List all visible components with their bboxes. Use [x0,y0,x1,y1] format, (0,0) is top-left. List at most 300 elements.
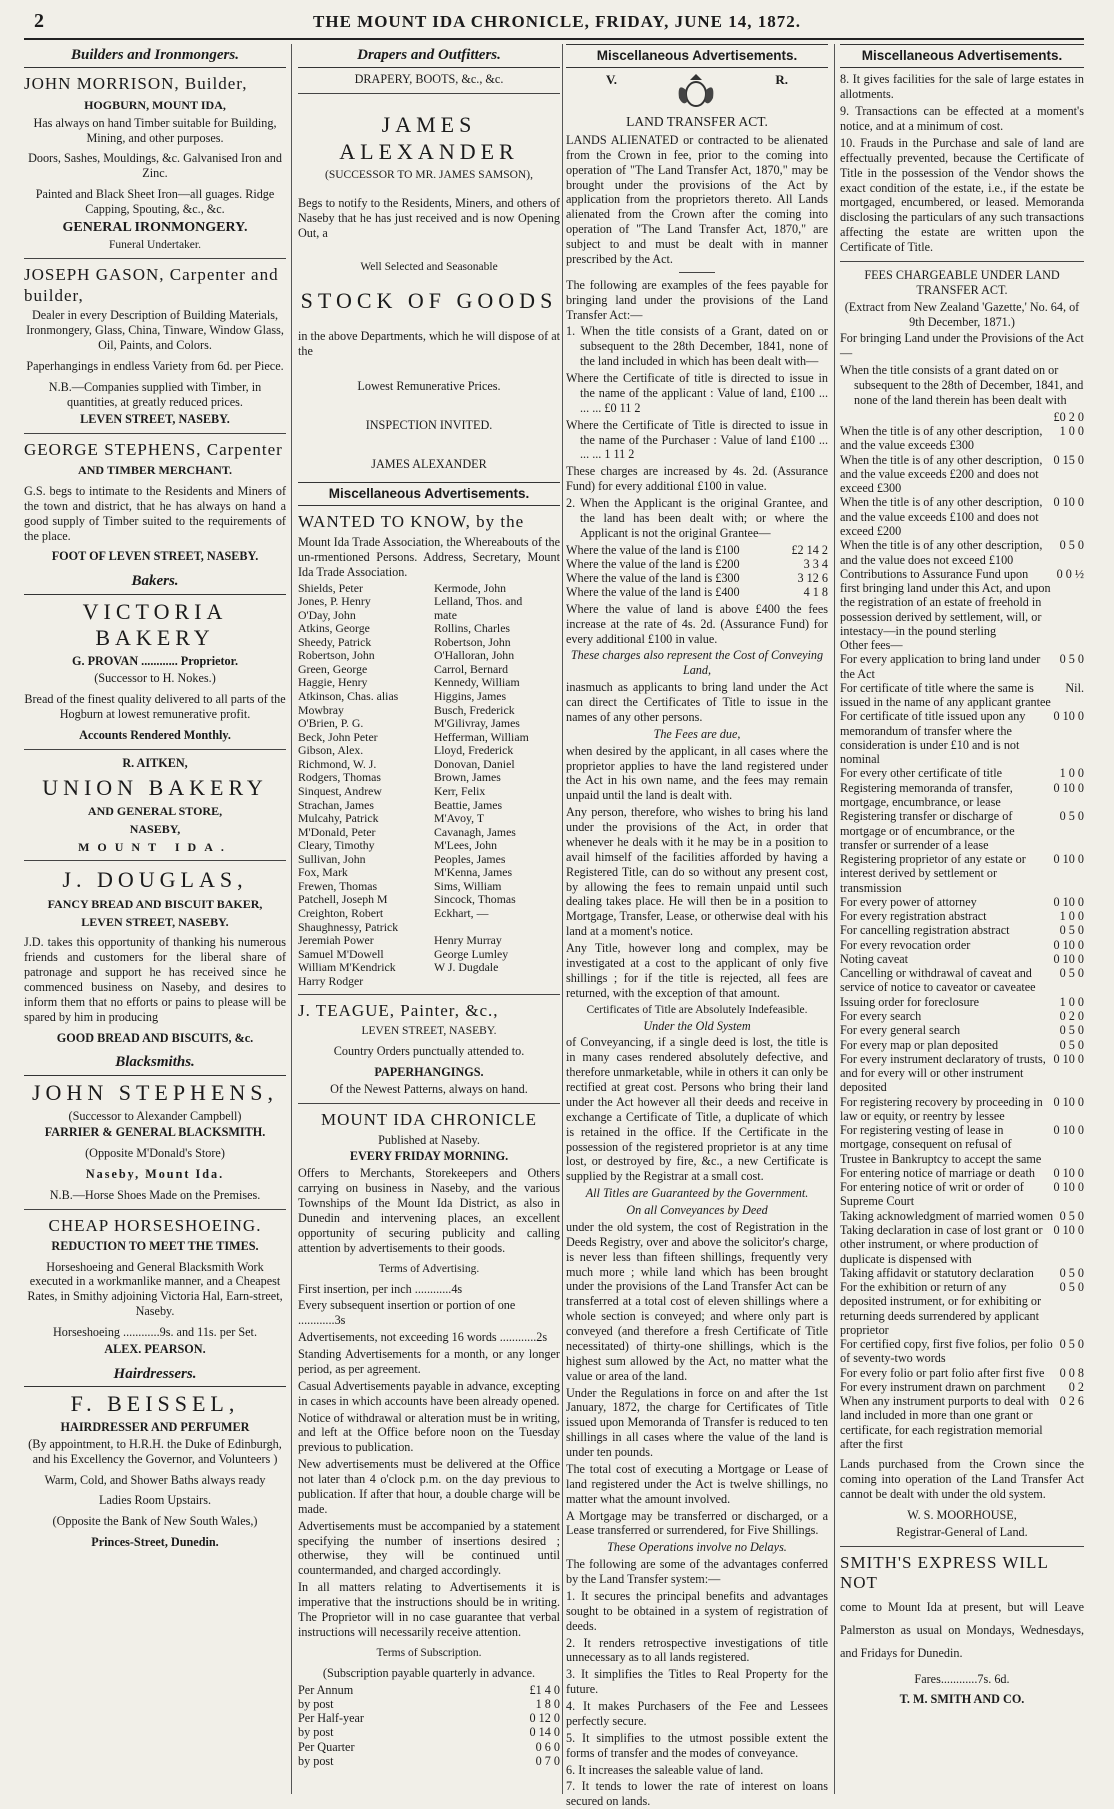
fee-amount: £2 14 2 [791,542,828,557]
fee-description: Registering proprietor of any estate or interest derived by settlement or transmission [840,852,1026,895]
person-name: Atkins, George [298,621,370,636]
fee-description: Registering transfer or discharge of mortgage or of encumbrance, or the transfer or surrender of a lease [840,809,1015,852]
advert-title: F. BEISSEL, [70,1391,240,1417]
fee-description: When the title is of any other description, and the value exceeds £200 and does not exceed £300 [840,452,1043,496]
advert-text: GENERAL IRONMONGERY. [62,219,248,235]
fee-row [840,909,1084,923]
fee-description: For every search [840,1009,922,1023]
header-rule [24,38,1084,40]
person-name: M'Kenna, James [434,865,513,880]
list-item: 2. It renders retrospective investigations of title unnecessary as to all lands registered. [566,1635,828,1665]
fee-amount: 0 2 0 [1059,1009,1084,1023]
crest-icon [673,72,719,112]
advert-text: Ladies Room Upstairs. [98,1493,212,1508]
advert-text: Of the Newest Patterns, always on hand. [330,1081,528,1096]
person-name: O'Brien, P. G. [298,716,364,731]
advert-title: J. DOUGLAS, [62,867,248,893]
newspaper-title: THE MOUNT IDA CHRONICLE, FRIDAY, JUNE 14, 1872. [313,12,801,31]
person-name: Patchell, Joseph M [298,892,388,907]
fee-amount: 0 5 0 [1059,809,1084,824]
person-name: Sincock, Thomas [434,892,516,907]
person-name: George Lumley [434,946,509,961]
advert-text: in the above Departments, which he will dispose of at the [298,329,560,359]
person-name: Kerr, Felix [434,783,486,798]
fee-row [840,638,1084,652]
fee-description: For certificate of title where the same is issued in the name of any applicant grantee [840,680,1051,710]
fee-description: Cancelling or withdrawal of caveat and service of notice to caveator or caveatee [840,966,1036,995]
fee-amount: 0 2 [1068,1379,1084,1394]
fee-row [566,557,828,571]
advert-text: Bread of the finest quality delivered to all parts of the Hogburn at lowest remunerative profit. [24,692,286,721]
column-3 [566,44,828,1809]
divider [679,272,715,273]
notice-title: LAND TRANSFER ACT. [626,114,768,130]
fee-description [840,410,1054,424]
advantages-list [840,72,1084,255]
fee-row [840,495,1084,538]
crest-letter: V. [606,72,617,88]
fee-amount: 1 0 0 [1059,994,1084,1009]
advert-text: Notice of withdrawal or alteration must be in writing, and left at the Office before noon on the Tuesday previous to publication. [298,1410,560,1455]
fee-amount: 0 10 0 [1053,1165,1084,1180]
person-name: Donovan, Daniel [434,756,515,771]
advert-text: INSPECTION INVITED. [365,417,493,432]
advert-text: Painted and Black Sheet Iron—all guages. Ridge Capping, Spouting, &c., &c. [35,187,275,217]
person-name: Peoples, James [434,851,506,866]
advert-subtitle: AND GENERAL STORE, [87,804,223,819]
masthead [0,8,1114,36]
fee-amount: 0 12 0 [529,1711,560,1726]
person-name: Carrol, Bernard [434,661,509,676]
fee-amount: 0 5 0 [1059,1337,1084,1352]
fee-row [840,938,1084,952]
fee-row [840,1052,1084,1095]
advert-subtitle: MOUNT IDA. [78,839,232,854]
person-name: M'Donald, Peter [298,824,376,839]
notice-text: Any person, therefore, who wishes to bring his land under the provisions of the Act, in order that whenever he deals with it he may be in a position to avail himself of the facilities afforded by having a Registered Title, can do so without any present cost, by allowing the fees to remain unpaid until such dealing takes place. He will then be in a position to Mortgage, Transfer, Lease, or otherwise deal with his land at a moment's notice. [566,805,828,939]
person-name: Samuel M'Dowell [298,946,384,961]
fee-row [840,923,1084,937]
person-name: Robertson, John [298,648,375,663]
fee-amount: 0 5 0 [1059,652,1084,667]
advert-address: Princes-Street, Dunedin. [91,1535,219,1550]
advert-title: UNION BAKERY [42,774,268,800]
advert-title: JOSEPH GASON, Carpenter and builder, [24,265,279,305]
person-name: Brown, James [434,770,501,785]
notice-text: The Fees are due, [653,726,741,741]
notice-text: Under the Old System [643,1018,751,1033]
fee-description: When the title is of any other description, and the value exceeds £100 and does not exceed £200 [840,495,1043,538]
notice-text: Where the Certificate of Title is directed to issue in the name of the Purchaser : Value of land £100 ... ... ... 1 11 2 [566,417,828,462]
fee-description: Where the value of the land is £100 [566,542,740,557]
fee-row [840,410,1084,424]
person-name: Green, George [298,661,368,676]
fee-description: For registering vesting of lease in mortgage, consequent on refusal of Trustee in Bankruptcy to accept the same [840,1123,1042,1166]
fee-amount: 0 10 0 [1053,852,1084,867]
fee-amount: 1 0 0 [1059,424,1084,439]
subscription-table [298,1683,560,1769]
fee-row [840,809,1084,852]
fee-amount: 0 6 0 [535,1739,560,1754]
fee-amount: 3 3 4 [803,556,828,571]
fee-description: Per Annum [298,1682,354,1697]
person-name: Strachan, James [298,797,375,812]
fee-amount: £0 2 0 [1053,409,1084,424]
fee-description: Issuing order for foreclosure [840,994,980,1009]
notice-text: when desired by the applicant, in all cases where the proprietor applies to have the land registered under the Act in his own name, and the fees may remain unpaid until the land is dealt with. [566,743,828,803]
advert-text: (Opposite M'Donald's Store) [85,1146,225,1161]
fee-row [840,1166,1084,1180]
fee-description: For every other certificate of title [840,766,1003,781]
advert-title: WANTED TO KNOW, by the [298,512,525,532]
fee-amount: 0 5 0 [1059,1280,1084,1295]
fee-description: Per Half-year [298,1711,364,1726]
person-name: Rodgers, Thomas [298,770,382,785]
notice-text: LANDS ALIENATED or contracted to be alienated from the Crown in fee, prior to the coming into operation of "The Land Transfer Act, 1870," may be brought under the provisions of the Act by application from the proprietors thereto. All Lands alienated from the Crown after the coming into operation of "The Land Transfer Act, 1870," are subject to and must be dealt with in manner prescribed by the Act. [566,132,828,266]
person-name: Lelland, Thos. and [434,594,523,609]
fee-amount: 0 10 0 [1053,1094,1084,1109]
fee-row [298,1740,560,1754]
advert-text: Offers to Merchants, Storekeepers and Others carrying on business in Naseby, and the various Townships of the Mount Ida District, as also in Dunedin and intervening places, an excellent opportunity of securing publicity and calling attention by advertisements to their goods. [298,1166,560,1255]
advert-text: HAIRDRESSER AND PERFUMER [60,1419,250,1434]
divider [840,261,1084,262]
advert-text: (Subscription payable quarterly in advance. [322,1665,536,1680]
list-item: 6. It increases the saleable value of land. [566,1762,764,1777]
person-name [434,921,560,935]
fee-row [840,952,1084,966]
fee-description: Taking affidavit or statutory declaration [840,1265,1034,1280]
fee-row [840,1009,1084,1023]
fees-table [840,410,1084,1451]
advert-text: N.B.—Horse Shoes Made on the Premises. [49,1188,261,1203]
fee-row [840,1380,1084,1394]
fee-amount: 0 10 0 [1053,1222,1084,1237]
fee-description: For every general search [840,1023,961,1038]
advert-text: come to Mount Ida at present, but will Leave Palmerston as usual on Mondays, Wednesdays, and Fridays for Dunedin. [840,1600,1084,1661]
fee-description: For every instrument declaratory of trusts, and for every will or other instrument deposited [840,1051,1046,1095]
person-name: Richmond, W. J. [298,756,377,771]
advert-text: REDUCTION TO MEET THE TIMES. [51,1238,259,1253]
list-item: 8. It gives facilities for the sale of large estates in allotments. [840,72,1084,102]
fee-description: For every power of attorney [840,894,977,909]
advert-divider [24,860,286,861]
fee-row [840,766,1084,780]
advert-text: Every subsequent insertion or portion of one ............3s [298,1298,516,1328]
person-name: Jeremiah Power [298,933,374,948]
advert-divider [298,994,560,995]
person-name: Cleary, Timothy [298,838,375,853]
section-heading: Miscellaneous Advertisements. [298,482,560,506]
fee-row [566,585,828,599]
person-name: Robertson, John [434,634,511,649]
section-heading: Bakers. [24,570,286,594]
fee-amount: Nil. [1065,680,1084,695]
notice-text: Any Title, however long and complex, may be investigated at a cost to the applicant of only five shillings ; for if the title is rejected, all fees are returned, with the exception of that amount. [566,941,828,1000]
advert-divider [298,1103,560,1104]
fee-row [840,895,1084,909]
fee-amount: 0 2 6 [1059,1394,1084,1409]
column-4 [840,44,1084,1794]
fee-row [840,1209,1084,1223]
fee-amount: 0 15 0 [1053,452,1084,467]
person-name: Higgins, James [434,689,507,704]
fee-description: by post [298,1753,334,1768]
column-divider [834,44,835,1794]
advert-text: In all matters relating to Advertisements it is imperative that the instructions should be in writing. The Proprietor will in no case guarantee that verbal instructions will necessarily receive attention. [298,1580,560,1639]
person-name: Sheedy, Patrick [298,634,372,649]
fee-amount: 0 5 0 [1059,966,1084,981]
advert-text: Country Orders punctually attended to. [333,1044,525,1059]
fee-row [840,1280,1084,1337]
fee-row [840,453,1084,496]
person-name: M'Lees, John [434,838,498,853]
fee-description: When any instrument purports to deal with land included in more than one grant or certificate, for each registration memorial after the first [840,1394,1050,1451]
fee-row [840,1095,1084,1124]
fee-description: When the title is of any other description, and the value does not exceed £100 [840,538,1043,567]
person-name: Haggie, Henry [298,675,368,690]
fee-amount: 0 7 0 [535,1753,560,1768]
advert-divider [24,749,286,750]
fee-row [566,571,828,585]
advert-address: FOOT OF LEVEN STREET, NASEBY. [51,549,259,564]
fee-amount: 0 0 ½ [1056,566,1084,581]
fees-text: When the title consists of a grant dated on or subsequent to the 28th of December, 1841, and none of the land therein has been dealt with [840,363,1084,407]
fee-description: For every revocation order [840,937,971,952]
fee-amount: 0 5 0 [1059,1037,1084,1052]
list-item: 7. It tends to lower the rate of interest on loans secured on lands. [566,1779,828,1809]
advert-text: Has always on hand Timber suitable for Building, Mining, and other purposes. [33,115,277,145]
fee-amount: 1 0 0 [1059,909,1084,924]
fee-row [840,852,1084,895]
notice-text: Certificates of Title are Absolutely Indefeasible. [586,1003,808,1016]
fees-title: FEES CHARGEABLE UNDER LAND TRANSFER ACT. [864,267,1060,297]
page-number: 2 [34,10,44,32]
fee-description: For every registration abstract [840,909,987,924]
column-divider [291,44,292,1794]
fee-row [840,709,1084,766]
notice-text: of Conveyancing, if a single deed is lost, the title is in many cases rendered absolutely defective, and therefore unmarketable, while in others it can only be rectified at great cost. Persons who bring their land under the Act however all their deeds and receive in exchange a Certificate of Title, a duplicate of which is retained in the office. If the Certificate in the possession of the registered proprietor is at any time lost, or destroyed by fire, &c., a new Certificate is supplied by the Registrar at a small cost. [566,1035,828,1184]
column-2 [298,44,560,1794]
fee-amount: 3 12 6 [797,571,828,586]
person-name: Mulcahy, Patrick [298,811,379,826]
notice-text: 1. When the title consists of a Grant, dated on or subsequent to the 28th December, 1841, none of the land included in which has been dealt with— [566,324,828,369]
advantages-list [566,1589,828,1809]
advert-title: JOHN MORRISON, Builder, [24,74,248,94]
column-divider [562,44,563,1794]
fee-row [840,538,1084,567]
fee-description: For the exhibition or return of any deposited instrument, or for exhibiting or returning deeds surrendered by applicant proprietor [840,1280,1042,1337]
advert-text: Advertisements must be accompanied by a statement specifying the number of insertions desired ; otherwise, they will be continued until countermanded, and charged accordingly. [298,1518,560,1578]
fee-description: When the title is of any other description, and the value exceeds £300 [840,424,1043,453]
fee-row [840,1123,1084,1166]
person-name: Hefferman, William [434,729,529,744]
person-name: Eckhart, — [434,906,489,921]
advert-text: Fares............7s. 6d. [914,1671,1010,1686]
fee-description: For every application to bring land under the Act [840,652,1041,681]
fee-amount: 0 10 0 [1053,937,1084,952]
fee-row [840,424,1084,453]
fee-amount: 0 10 0 [1053,1180,1084,1195]
fee-amount: 0 5 0 [1059,1208,1084,1223]
fee-row [566,543,828,557]
advert-address: Naseby, Mount Ida. [85,1167,225,1182]
person-name: W J. Dugdale [434,960,499,975]
royal-crest [566,72,828,112]
advert-address: HOGBURN, MOUNT IDA, [84,98,226,113]
advert-text: (SUCCESSOR TO MR. JAMES SAMSON), [325,168,533,181]
fee-amount: 0 10 0 [1053,894,1084,909]
advert-text: Warm, Cold, and Shower Baths always ready [44,1472,266,1487]
advert-text: Well Selected and Seasonable [360,261,498,274]
advert-text: ALEX. PEARSON. [104,1341,206,1356]
advert-text: Advertisements, not exceeding 16 words ............2s [298,1330,548,1345]
person-name: Rollins, Charles [434,621,511,636]
notice-text: 2. When the Applicant is the original Grantee, and the land has been dealt with; or where the Applicant is not the original Grantee— [566,496,828,540]
person-name: William M'Kendrick [298,960,396,975]
advert-text: G. PROVAN ............ Proprietor. [72,654,238,669]
advert-text: JAMES ALEXANDER [371,456,487,471]
fee-row [840,781,1084,810]
fee-description: For every folio or part folio after first five [840,1365,1045,1380]
advert-title: JOHN STEPHENS, [31,1079,279,1105]
section-heading: Miscellaneous Advertisements. [840,44,1084,68]
person-name: M'Gilivray, James [434,716,520,731]
fee-description: For every map or plan deposited [840,1037,999,1052]
notice-text: Where the Certificate of title is directed to issue in the name of the applicant : Value of land, £100 ... ... ... £0 11 2 [566,371,828,415]
advert-text: Horseshoeing ............9s. and 11s. per Set. [52,1325,257,1340]
advert-text: (Opposite the Bank of New South Wales,) [52,1514,258,1529]
advert-address: LEVEN STREET, NASEBY. [81,914,229,929]
section-heading: Builders and Ironmongers. [24,44,286,68]
notice-text: These charges are increased by 4s. 2d. (Assurance Fund) for every additional £100 in value. [566,464,828,494]
notice-text: inasmuch as applicants to bring land under the Act can direct the Certificates of Title to issue in the names of any other persons. [566,680,828,724]
notice-text: On all Conveyances by Deed [626,1203,768,1218]
person-name: M'Avoy, T [434,811,485,826]
notice-text: The total cost of executing a Mortgage or Lease of land registered under the Act is twelve shillings, no matter what the amount involved. [566,1461,828,1506]
advert-text: Paperhangings in endless Variety from 6d. per Piece. [26,359,284,374]
fee-amount: 0 14 0 [529,1725,560,1740]
fee-row [840,1366,1084,1380]
person-name: O'Day, John [298,607,356,622]
fee-amount: 4 1 8 [803,585,828,600]
fee-description: Where the value of the land is £400 [566,585,740,600]
advert-text: Casual Advertisements payable in advance, excepting in cases in which accounts have been already opened. [298,1378,560,1408]
names-left [298,582,424,989]
advert-subtitle: AND TIMBER MERCHANT. [78,463,232,478]
section-heading: Hairdressers. [24,1363,286,1387]
advert-text: Terms of Subscription. [376,1646,482,1659]
list-item: 5. It simplifies to the utmost possible extent the forms of transfer and the modes of conveyance. [566,1730,828,1760]
person-name: Shields, Peter [298,580,363,595]
advert-title: VICTORIA BAKERY [82,598,228,651]
advert-text: Dealer in every Description of Building Materials, Ironmongery, Glass, China, Tinware, Window Glass, Oil, Paints, and Colors. [26,308,284,353]
person-name: Sims, William [434,878,502,893]
advert-text: Horseshoeing and General Blacksmith Work executed in a workmanlike manner, and a Cheapest Rates, in Smithy adjoining Victoria Hal, Earn-street, Naseby. [27,1259,283,1319]
advert-text: GOOD BREAD AND BISCUITS, &c. [56,1030,254,1045]
list-item: 9. Transactions can be effected at a moment's notice, and at a minimum of cost. [840,104,1084,134]
column-1 [24,44,286,1794]
advert-divider [298,93,560,94]
fee-description: For entering notice of marriage or death [840,1165,1035,1180]
fee-amount: 0 5 0 [1059,923,1084,938]
fee-row [840,567,1084,638]
fee-description: by post [298,1696,334,1711]
fee-row [298,1711,560,1725]
advert-address: LEVEN STREET, NASEBY. [80,411,230,426]
advert-text: G.S. begs to intimate to the Residents and Miners of the town and district, that he has always on hand a good supply of Timber suited to the requirements of the place. [24,483,286,543]
advert-text: (Successor to H. Nokes.) [94,671,216,686]
names-list [298,582,560,989]
advert-text: Accounts Rendered Monthly. [79,727,231,742]
advert-text: Mount Ida Trade Association, the Whereabouts of the un-rmentioned Persons. Address, Secretary, Mount Ida Trade Association. [298,534,560,579]
fee-description: Registering memoranda of transfer, mortgage, encumbrance, or lease [840,780,1013,810]
advert-text: First insertion, per inch ............4s [298,1281,463,1296]
notice-text: Where the value of land is above £400 the fees increase at the rate of 4s. 2d. (Assurance Fund) for every additional £100 in value. [566,601,828,646]
fee-row [840,652,1084,681]
advert-text: R. AITKEN, [122,755,188,770]
list-item: 1. It secures the principal benefits and advantages sought to be obtained in a system of registration of deeds. [566,1588,828,1633]
advert-title: STOCK OF GOODS [300,288,558,314]
advert-divider [840,1546,1084,1547]
fee-row [298,1697,560,1711]
section-heading: Blacksmiths. [24,1051,286,1075]
advert-text: J.D. takes this opportunity of thanking his numerous friends and customers for the liberal share of patronage and support he has received since he commenced business on Naseby, and desires to inform them that no efforts or pains to please will be spared by him in producing [24,935,286,1024]
fee-description: Taking declaration in case of lost grant or other instrument, or where production of duplicate is dispensed with [840,1222,1043,1266]
advert-text: (By appointment, to H.R.H. the Duke of Edinburgh, and his Excellency the Governor, and Volunteers ) [28,1436,282,1466]
fee-row [840,995,1084,1009]
signature-name: W. S. MOORHOUSE, [907,1507,1017,1522]
fee-amount: 0 0 8 [1059,1365,1084,1380]
crest-letter: R. [775,72,788,88]
notice-text: All Titles are Guaranteed by the Government. [585,1186,809,1201]
fee-row [840,1180,1084,1209]
signature-title: Registrar-General of Land. [896,1524,1028,1539]
person-name: Mowbray [298,702,344,717]
person-name: Kennedy, William [434,675,520,690]
advert-text: Doors, Sashes, Mouldings, &c. Galvanised Iron and Zinc. [28,151,282,181]
list-item: 10. Frauds in the Purchase and sale of land are effectually prevented, because the Certificate of Title in the possession of the Vendor shows the exact condition of the estate, i.e., if the estate be mortgaged, encumbered, or leased. Memoranda disclosing the particulars of any such transactions affecting the estate are written upon the Certificate of Title. [840,135,1084,255]
fee-description: Per Quarter [298,1739,355,1754]
advert-title: MOUNT IDA CHRONICLE [320,1109,538,1129]
person-name: Shaughnessy, Patrick [298,919,399,934]
person-name: mate [434,607,457,622]
person-name: Beattie, James [434,797,503,812]
fee-amount: 0 10 0 [1053,1123,1084,1138]
advert-text: New advertisements must be delivered at the Office not later than 4 o'clock p.m. on the day previous to publication. If after that hour, a double charge will be made. [298,1457,560,1516]
person-name: Atkinson, Chas. alias [298,689,399,704]
advert-title: SMITH'S EXPRESS WILL NOT [840,1552,1049,1593]
advert-subtitle: FANCY BREAD AND BISCUIT BAKER, [47,897,263,912]
fee-description: Contributions to Assurance Fund upon first bringing land under this Act, and upon the registration of an estate of freehold in possession derived by settlement, will, or intestacy—in the pound sterling [840,566,1051,638]
fee-description: Noting caveat [840,951,909,966]
fee-description: For entering notice of writ or order of Supreme Court [840,1180,1024,1209]
person-name: Creighton, Robert [298,906,384,921]
person-name: Sullivan, John [298,851,366,866]
advert-title: GEORGE STEPHENS, Carpenter [24,439,283,459]
fee-amount: 1 8 0 [535,1696,560,1711]
fee-amount: 0 10 0 [1053,709,1084,724]
fee-description: For certified copy, first five folios, per folio of seventy-two words [840,1337,1053,1366]
fee-row [298,1683,560,1697]
fee-description: For registering recovery by proceeding in law or equity, or reentry by lessee [840,1094,1043,1123]
advert-divider [24,1209,286,1210]
advert-title: CHEAP HORSESHOEING. [48,1215,262,1235]
notice-text: The following are examples of the fees payable for bringing land under the provisions of the Land Transfer Act:— [566,277,828,322]
notice-text: These Operations involve no Delays. [607,1540,787,1555]
fee-row [840,681,1084,710]
advert-divider [24,258,286,259]
person-name: Jones, P. Henry [298,594,371,609]
